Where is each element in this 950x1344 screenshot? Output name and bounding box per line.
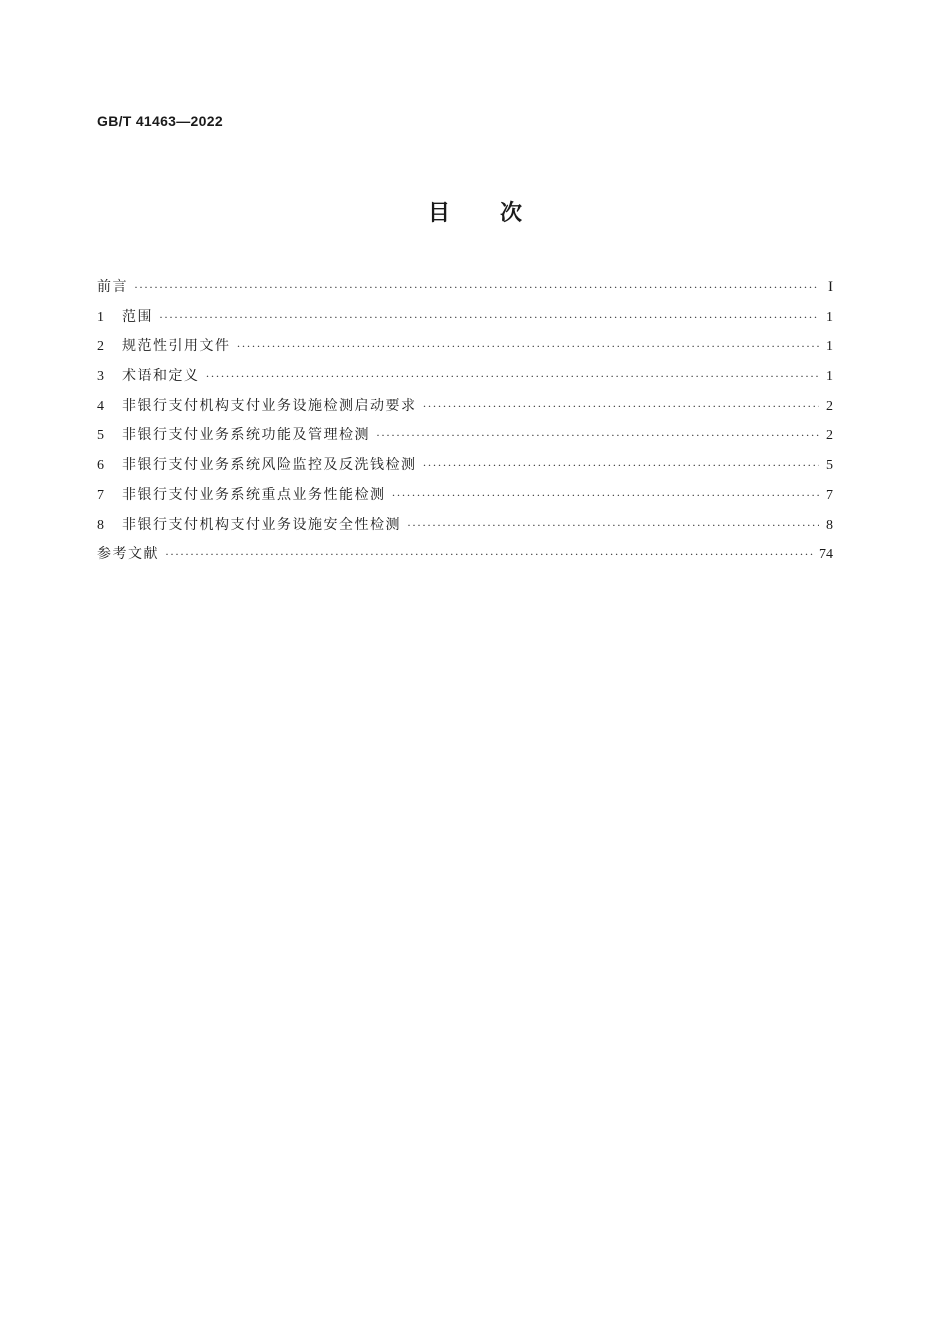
toc-entry-label: 非银行支付业务系统风险监控及反洗钱检测 — [122, 457, 417, 474]
toc-entry-page: 2 — [826, 428, 833, 444]
toc-entry-label: 非银行支付业务系统重点业务性能检测 — [122, 486, 386, 503]
toc-entry-number: 1 — [97, 309, 104, 325]
toc-entry-page: 8 — [826, 517, 833, 533]
toc-entry-number: 8 — [97, 517, 104, 533]
toc-entry-page: 1 — [826, 339, 833, 355]
toc-entry-label: 非银行支付业务系统功能及管理检测 — [122, 427, 370, 444]
toc-dot-leader — [159, 310, 819, 325]
toc-entry-6[interactable] — [97, 454, 833, 484]
toc-entry-4[interactable] — [97, 395, 833, 425]
toc-entry-7[interactable] — [97, 484, 833, 514]
toc-entry-3[interactable] — [97, 365, 833, 395]
toc-entry-page: 2 — [826, 398, 833, 414]
toc-dot-leader — [407, 518, 819, 533]
toc-entry-number: 6 — [97, 458, 104, 474]
toc-dot-leader — [206, 369, 820, 384]
toc-dot-leader — [237, 339, 820, 354]
toc-entry-label: 术语和定义 — [122, 368, 200, 385]
toc-entry-bibliography[interactable] — [97, 543, 833, 573]
toc-title: 目次 — [427, 201, 572, 226]
toc-dot-leader — [165, 547, 813, 562]
toc-entry-page: 74 — [819, 547, 833, 563]
toc-entry-1[interactable] — [97, 306, 833, 336]
toc-entry-number: 5 — [97, 428, 104, 444]
toc-entry-number: 7 — [97, 487, 104, 503]
toc-entry-page: 1 — [826, 369, 833, 385]
toc-entry-label: 前言 — [97, 279, 128, 295]
standard-code: GB/T 41463—2022 — [97, 113, 223, 129]
toc-entry-page: I — [828, 279, 833, 295]
toc-dot-leader — [423, 458, 820, 473]
toc-entry-8[interactable] — [97, 514, 833, 544]
toc-entry-page: 7 — [826, 487, 833, 503]
toc-dot-leader — [423, 399, 820, 414]
toc-entry-page: 5 — [826, 458, 833, 474]
toc-dot-leader — [392, 488, 820, 503]
toc-entry-page: 1 — [826, 309, 833, 325]
toc-entry-number: 3 — [97, 369, 104, 385]
toc-entry-label: 非银行支付机构支付业务设施检测启动要求 — [122, 397, 417, 414]
toc-dot-leader — [134, 280, 819, 295]
toc-entry-label: 规范性引用文件 — [122, 338, 231, 355]
toc-entry-2[interactable] — [97, 335, 833, 365]
toc-entry-label: 范围 — [122, 308, 153, 325]
table-of-contents — [97, 276, 833, 573]
toc-entry-foreword[interactable] — [97, 276, 833, 306]
toc-entry-number: 4 — [97, 398, 104, 414]
toc-entry-label: 参考文献 — [97, 546, 159, 563]
toc-dot-leader — [376, 428, 819, 443]
toc-entry-5[interactable] — [97, 424, 833, 454]
toc-entry-label: 非银行支付机构支付业务设施安全性检测 — [122, 516, 401, 533]
toc-entry-number: 2 — [97, 339, 104, 355]
